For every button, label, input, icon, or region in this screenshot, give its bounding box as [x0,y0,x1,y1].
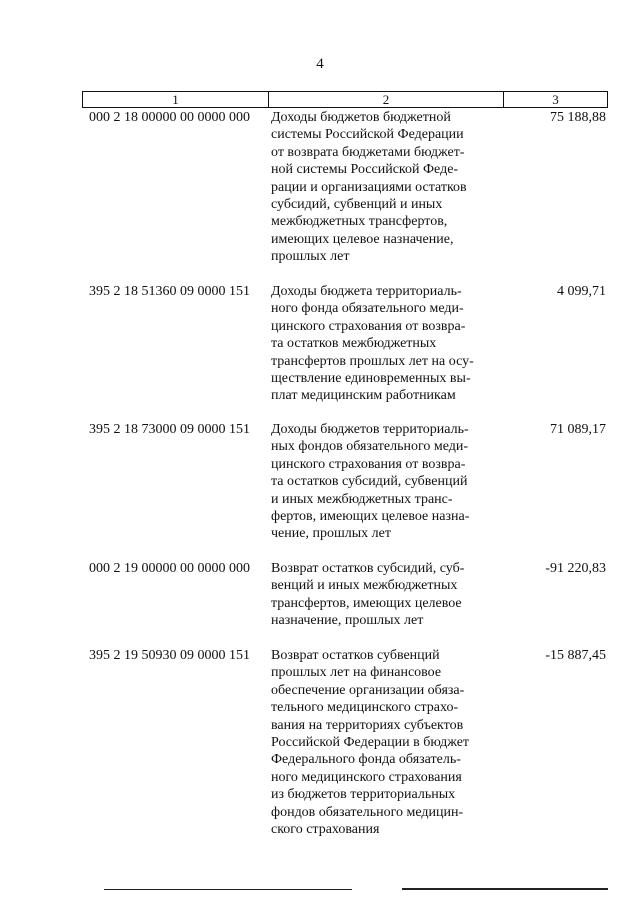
row-code: 000 2 19 00000 00 0000 000 [89,561,250,576]
footer-rule-right [402,888,608,890]
table-row [82,560,608,647]
table-row [82,109,608,283]
row-amount: 4 099,71 [557,284,606,299]
footer-rule-left [104,889,352,890]
table-row [82,647,608,838]
header-col-2: 2 [269,92,504,107]
row-amount: 71 089,17 [550,422,606,437]
row-name: Доходы бюджета территориаль- ного фонда обязательного меди- цинского страхования от возвра- та остатков межбюджетных трансфертов прошлых лет на осу- ществление единовременных вы- плат медицинским работникам [271,284,474,404]
page-number: 4 [316,56,324,72]
table-row [82,283,608,421]
table-header [82,91,608,108]
table-row [82,421,608,560]
table-body [82,109,608,838]
row-name: Возврат остатков субвенций прошлых лет на финансовое обеспечение организации обяза- тельного медицинского страхо- вания на территориях субъектов Российской Федерации в бюджет Федерального фонда обязатель- ного медицинского страхования из бюджетов территориальных фондов обязательного медицин- ского страхования [271,648,470,838]
row-name: Возврат остатков субсидий, суб- венций и иных межбюджетных трансфертов, имеющих целевое назначение, прошлых лет [271,561,465,629]
row-code: 395 2 18 51360 09 0000 151 [89,284,250,299]
header-col-1: 1 [83,92,269,107]
header-col-3: 3 [552,92,559,107]
row-code: 395 2 18 73000 09 0000 151 [89,422,250,437]
row-amount: 75 188,88 [550,110,606,125]
row-name: Доходы бюджетов территориаль- ных фондов обязательного меди- цинского страхования от возвра- та остатков субсидий, субвенций и иных межбюджетных транс- фертов, имеющих целевое назна- чение, прошлых лет [271,422,470,542]
row-code: 000 2 18 00000 00 0000 000 [89,110,250,125]
row-amount: -91 220,83 [545,561,606,576]
row-name: Доходы бюджетов бюджетной системы Российской Федерации от возврата бюджетами бюджет- ной системы Российской Феде- рации и организациями остатков субсидий, субвенций и иных межбюджетных трансфертов, имеющих целевое назначение, прошлых лет [271,110,467,265]
row-amount: -15 887,45 [545,648,606,663]
row-code: 395 2 19 50930 09 0000 151 [89,648,250,663]
